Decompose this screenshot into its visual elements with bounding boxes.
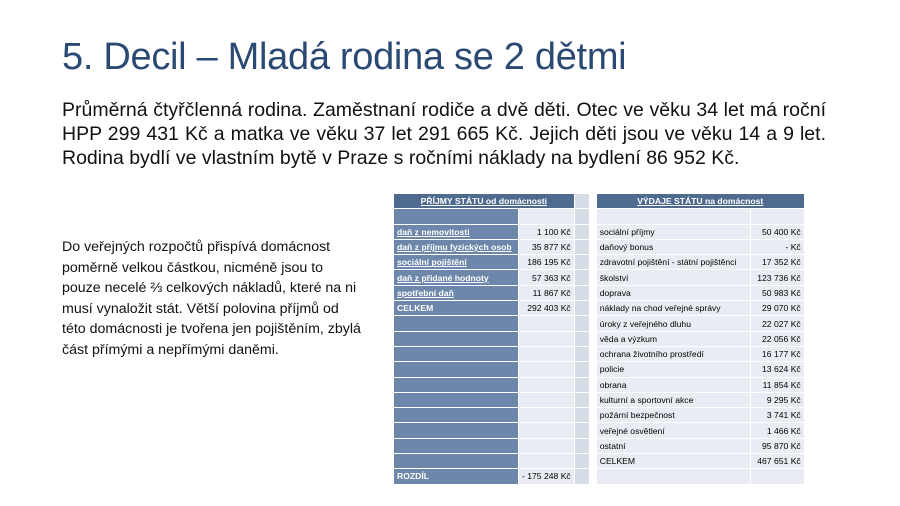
expense-label: věda a výzkum [597,332,750,346]
table-row [394,225,804,239]
spacer-cell [575,347,589,361]
expense-value: - Kč [751,240,804,254]
spacer-cell [575,439,589,453]
income-value: 1 100 Kč [519,225,574,239]
separator-cell [590,408,596,422]
income-value [519,209,574,223]
income-label: daň z příjmu fyzických osob [394,240,518,254]
income-value [519,439,574,453]
income-value: 186 195 Kč [519,255,574,269]
expense-label: školství [597,270,750,284]
table-row [394,301,804,315]
expense-value: 467 651 Kč [751,454,804,468]
expense-label: úroky z veřejného dluhu [597,316,750,330]
separator-cell [590,454,596,468]
expense-value: 50 400 Kč [751,225,804,239]
income-value [519,393,574,407]
income-value: 292 403 Kč [519,301,574,315]
income-label [394,378,518,392]
table-row [394,378,804,392]
table-row [394,454,804,468]
income-value [519,454,574,468]
expense-header: VÝDAJE STÁTU na domácnost [597,194,804,208]
expense-label: kulturní a sportovní akce [597,393,750,407]
separator-cell [590,393,596,407]
income-value [519,316,574,330]
spacer-cell [575,454,589,468]
table-row [394,209,804,223]
expense-value: 29 070 Kč [751,301,804,315]
summary-note: Do veřejných rozpočtů přispívá domácnost poměrně velkou částkou, nicméně jsou to pouze necelé ⅔ celkových nákladů, které na ni musí vynaložit stát. Větší polovina příjmů od této domácnosti je tvořena jen pojištěním, zbylá část přímými a nepřímými daněmi. [62,239,361,358]
expense-label: policie [597,362,750,376]
expense-value: 50 983 Kč [751,286,804,300]
spacer-cell [575,469,589,483]
table-row [394,316,804,330]
expense-value: 95 870 Kč [751,439,804,453]
spacer-cell [575,408,589,422]
income-value [519,423,574,437]
expense-label [597,209,750,223]
separator-cell [590,316,596,330]
separator-cell [590,362,596,376]
income-label: CELKEM [394,301,518,315]
table-row [394,408,804,422]
expense-label: požární bezpečnost [597,408,750,422]
spacer-cell [575,362,589,376]
income-label [394,423,518,437]
expense-label: daňový bonus [597,240,750,254]
separator-cell [590,194,596,208]
expense-label: doprava [597,286,750,300]
expense-value: 22 056 Kč [751,332,804,346]
table-row [394,286,804,300]
table-row [394,270,804,284]
income-value: - 175 248 Kč [519,469,574,483]
income-label [394,439,518,453]
spacer-cell [575,423,589,437]
expense-value: 13 624 Kč [751,362,804,376]
spacer-cell [575,286,589,300]
income-value [519,408,574,422]
table-row [394,469,804,483]
expense-value: 22 027 Kč [751,316,804,330]
income-label: sociální pojištění [394,255,518,269]
expense-label [597,469,750,483]
expense-label: veřejné osvětlení [597,423,750,437]
separator-cell [590,255,596,269]
income-label [394,362,518,376]
table-row [394,393,804,407]
intro-paragraph: Průměrná čtyřčlenná rodina. Zaměstnaní rodiče a dvě děti. Otec ve věku 34 let má roční HPP 299 431 Kč a matka ve věku 37 let 291 665 Kč. Jejich děti jsou ve věku 14 a 9 let. Rodina bydlí ve vlastním bytě v Praze s ročními náklady na bydlení 86 952 Kč. [62,99,826,169]
income-label: daň z přidané hodnoty [394,270,518,284]
table-row [394,362,804,376]
spacer-cell [575,225,589,239]
expense-label: CELKEM [597,454,750,468]
income-label [394,408,518,422]
spacer-cell [575,378,589,392]
separator-cell [590,301,596,315]
spacer-cell [575,316,589,330]
spacer-cell [575,255,589,269]
page-title: 5. Decil – Mladá rodina se 2 dětmi [62,36,627,78]
income-value [519,332,574,346]
income-header: PŘÍJMY STÁTU od domácnosti [394,194,574,208]
expense-label: ochrana životního prostředí [597,347,750,361]
separator-cell [590,270,596,284]
separator-cell [590,423,596,437]
table-row [394,423,804,437]
expense-label: ostatní [597,439,750,453]
expense-label: náklady na chod veřejné správy [597,301,750,315]
spacer-cell [575,301,589,315]
income-value: 57 363 Kč [519,270,574,284]
expense-value: 1 466 Kč [751,423,804,437]
table-header-row [394,194,804,208]
income-value [519,378,574,392]
separator-cell [590,439,596,453]
income-label [394,347,518,361]
income-value: 11 867 Kč [519,286,574,300]
separator-cell [590,286,596,300]
income-value [519,362,574,376]
spacer-cell [575,209,589,223]
spacer-cell [575,194,589,208]
expense-value: 17 352 Kč [751,255,804,269]
income-label: ROZDÍL [394,469,518,483]
separator-cell [590,209,596,223]
separator-cell [590,332,596,346]
expense-value: 16 177 Kč [751,347,804,361]
expense-value [751,469,804,483]
spacer-cell [575,240,589,254]
table-row [394,240,804,254]
table-row [394,255,804,269]
table-row [394,439,804,453]
expense-value: 123 736 Kč [751,270,804,284]
table-row [394,347,804,361]
expense-value: 3 741 Kč [751,408,804,422]
budget-table [393,193,805,485]
expense-value: 11 854 Kč [751,378,804,392]
income-label: daň z nemovitosti [394,225,518,239]
separator-cell [590,469,596,483]
income-label [394,332,518,346]
income-label [394,454,518,468]
income-value: 35 877 Kč [519,240,574,254]
expense-label: obrana [597,378,750,392]
expense-value [751,209,804,223]
income-label [394,393,518,407]
separator-cell [590,347,596,361]
expense-value: 9 295 Kč [751,393,804,407]
income-label [394,316,518,330]
expense-label: zdravotní pojištění - státní pojištěnci [597,255,750,269]
expense-label: sociální příjmy [597,225,750,239]
separator-cell [590,225,596,239]
separator-cell [590,378,596,392]
separator-cell [590,240,596,254]
spacer-cell [575,393,589,407]
income-label: spotřební daň [394,286,518,300]
spacer-cell [575,270,589,284]
income-value [519,347,574,361]
spacer-cell [575,332,589,346]
income-label [394,209,518,223]
table-row [394,332,804,346]
